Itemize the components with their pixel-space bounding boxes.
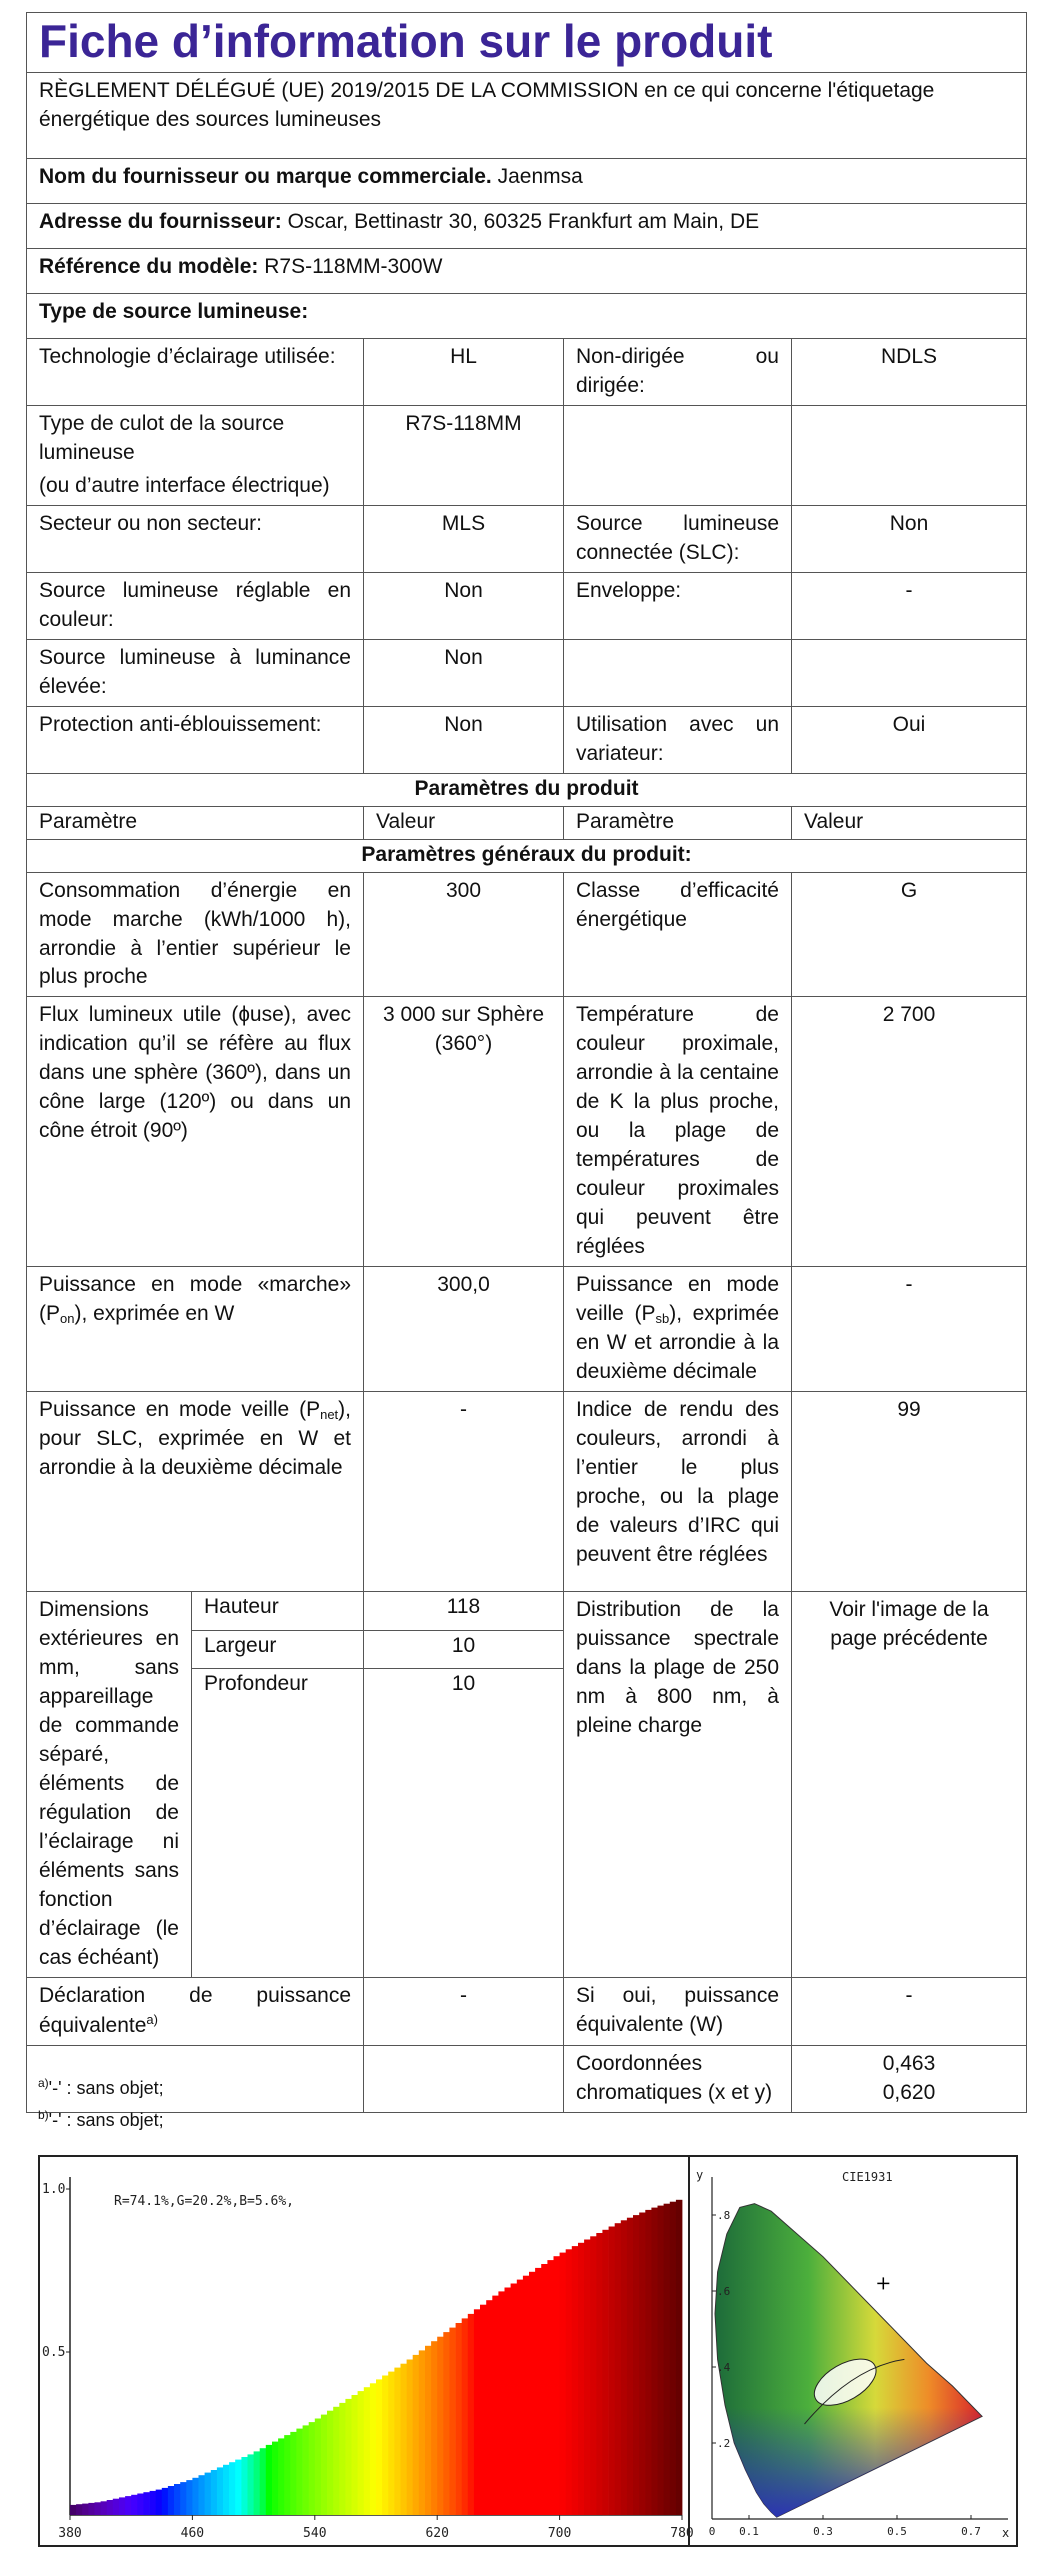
mains-value: MLS	[364, 505, 564, 572]
spectrum-bar	[82, 2504, 89, 2515]
cie-gamut-blue-shade	[715, 2204, 982, 2518]
footnotes	[38, 2073, 164, 2136]
spectrum-bar	[670, 2202, 677, 2515]
general-parameters-heading: Paramètres généraux du produit:	[27, 839, 1027, 872]
footnote-b: $^{b)}$'-' : sans objet;	[38, 2107, 164, 2130]
luminous-flux-label: Flux lumineux utile (ɸuse), avec indication qu’il se réfère au flux dans une sphère (360º), dans un cône large (120º) ou dans un cône étroit (90º)	[27, 997, 364, 1267]
spectrum-bar	[248, 2454, 255, 2515]
spectrum-bar	[217, 2467, 224, 2515]
spectrum-x-tick-label: 780	[670, 2526, 694, 2541]
consumption-label: Consommation d’énergie en mode marche (kWh/1000 h), arrondie à l’entier supérieur le plus proche	[27, 872, 364, 997]
spectrum-bar	[498, 2291, 505, 2515]
address-value: Oscar, Bettinastr 30, 60325 Frankfurt am Main, DE	[287, 209, 760, 233]
page-title: Fiche d’information sur le produit	[27, 13, 1027, 73]
networked-standby-value: -	[364, 1392, 564, 1592]
header-param: Paramètre	[27, 806, 364, 839]
height-label: Hauteur	[192, 1592, 364, 1630]
cie-x-tick-label: 0.3	[813, 2525, 833, 2538]
spectrum-bar	[339, 2403, 346, 2515]
cap-value: R7S-118MM	[364, 405, 564, 505]
dimmable-value: Oui	[792, 706, 1027, 773]
spectrum-bar	[137, 2494, 144, 2516]
standby-power-label: Puissance en mode veille $(P_{sb})$, exprimée en W et arrondie à la deuxième décimale	[564, 1267, 792, 1392]
spectrum-bar	[125, 2496, 132, 2515]
standby-power-value: -	[792, 1267, 1027, 1392]
regulation-text: RÈGLEMENT DÉLÉGUÉ (UE) 2019/2015 DE LA COMMISSION en ce qui concerne l'étiquetage énergétique des sources lumineuses	[27, 72, 1027, 158]
spectrum-bar	[658, 2206, 665, 2515]
spectrum-bar	[180, 2482, 187, 2515]
spectral-distribution-value: Voir l'image de la page précédente	[792, 1592, 1027, 1978]
cie-y-tick-label: .6	[717, 2285, 731, 2298]
spectrum-y-tick-label: 1.0	[42, 2182, 66, 2197]
charts-panel	[38, 2155, 1018, 2547]
spectrum-bar	[419, 2350, 426, 2515]
high-luminance-value: Non	[364, 639, 564, 706]
spectrum-bar	[523, 2276, 530, 2515]
colour-temperature-label: Température de couleur proximale, arrondie à la centaine de K la plus proche, ou la plage de températures de couleur proximales qui peuvent être réglées	[564, 997, 792, 1267]
envelope-label: Enveloppe:	[564, 572, 792, 639]
empty-cell	[564, 405, 792, 505]
spectrum-bar	[407, 2360, 414, 2516]
spectrum-bar	[70, 2505, 77, 2515]
spectrum-bar	[462, 2318, 469, 2515]
dimensions-label: Dimensions extérieures en mm, sans appareillage de commande séparé, éléments de régulation de l’éclairage ni éléments sans fonction d’éclairage (le cas échéant)	[27, 1592, 192, 1978]
spectrum-bar	[266, 2445, 273, 2515]
cie-x-tick-label: 0.1	[739, 2525, 759, 2538]
spectrum-bar	[168, 2486, 175, 2515]
chromaticity-label: Coordonnées chromatiques (x et y)	[564, 2045, 792, 2112]
spectrum-bar	[529, 2272, 536, 2515]
address-row	[27, 203, 1027, 248]
efficiency-class-value: G	[792, 872, 1027, 997]
spectrum-bar	[254, 2451, 261, 2515]
cap-label-main: Type de culot de la source lumineuse	[39, 411, 285, 464]
spectrum-bar	[205, 2473, 212, 2515]
address-label: Adresse du fournisseur:	[39, 209, 282, 233]
consumption-value: 300	[364, 872, 564, 997]
spectrum-bar	[352, 2395, 359, 2515]
tech-value: HL	[364, 338, 564, 405]
spectrum-bar	[511, 2284, 517, 2516]
spectrum-bar	[321, 2415, 328, 2515]
anti-glare-label: Protection anti-éblouissement:	[27, 706, 364, 773]
connected-label: Source lumineuse connectée (SLC):	[564, 505, 792, 572]
spectrum-bar	[235, 2460, 242, 2515]
spectrum-bar	[627, 2218, 634, 2515]
spectrum-bar	[486, 2300, 493, 2515]
spectrum-bar	[260, 2448, 267, 2515]
spectrum-bar	[296, 2429, 303, 2515]
width-value: 10	[364, 1630, 564, 1668]
light-source-type-heading: Type de source lumineuse:	[27, 293, 1027, 338]
spectrum-bar	[609, 2227, 616, 2516]
spectrum-y-tick-label: 0.5	[42, 2345, 66, 2360]
spectrum-bar	[480, 2305, 487, 2515]
spectrum-bar	[535, 2268, 542, 2515]
luminous-flux-value: 3 000 sur Sphère (360°)	[364, 997, 564, 1267]
spectrum-bar	[388, 2372, 395, 2515]
supplier-row	[27, 158, 1027, 203]
footnote-a: $^{a)}$'-' : sans objet;	[38, 2076, 164, 2098]
spectrum-x-tick-label: 700	[547, 2526, 572, 2541]
spectrum-bar	[449, 2328, 456, 2515]
spectrum-x-tick-label: 460	[180, 2526, 205, 2541]
spectrum-bar	[443, 2332, 450, 2515]
empty-cell	[792, 405, 1027, 505]
empty-cell	[364, 2045, 564, 2112]
spectrum-bar	[590, 2236, 597, 2515]
spectrum-bar	[131, 2495, 138, 2515]
chromaticity-x: 0,463	[882, 2051, 936, 2075]
spectrum-bar	[113, 2499, 120, 2515]
cie-y-axis-label: y	[696, 2168, 704, 2182]
spectrum-bar	[315, 2419, 322, 2516]
mains-label: Secteur ou non secteur:	[27, 505, 364, 572]
spectrum-bar	[174, 2484, 181, 2515]
spectrum-bar	[492, 2296, 499, 2515]
anti-glare-value: Non	[364, 706, 564, 773]
spectrum-bar	[596, 2233, 603, 2515]
envelope-value: -	[792, 572, 1027, 639]
spectrum-bar	[676, 2200, 683, 2515]
model-row	[27, 248, 1027, 293]
spectrum-bar	[333, 2407, 340, 2515]
spectrum-bar	[431, 2341, 438, 2515]
spectrum-chart	[40, 2157, 694, 2545]
header-value: Valeur	[364, 806, 564, 839]
on-mode-power-label: Puissance en mode «marche» $(P_{on})$, exprimée en W	[27, 1267, 364, 1392]
spectrum-bar	[186, 2480, 193, 2515]
model-label: Référence du modèle:	[39, 254, 259, 278]
cie-gamut	[715, 2204, 982, 2518]
spectrum-bar	[437, 2337, 444, 2515]
spectrum-bar	[639, 2213, 646, 2516]
spectrum-bar	[303, 2425, 310, 2515]
spectrum-bar	[651, 2208, 658, 2515]
depth-value: 10	[364, 1668, 564, 1977]
spectrum-bar	[468, 2314, 475, 2515]
spectrum-bar	[541, 2264, 548, 2515]
height-value: 118	[364, 1592, 564, 1630]
spectrum-bar	[664, 2204, 671, 2515]
header-value-2: Valeur	[792, 806, 1027, 839]
empty-cell	[792, 639, 1027, 706]
equivalent-watts-label: Si oui, puissance équivalente (W)	[564, 1977, 792, 2045]
colour-tunable-value: Non	[364, 572, 564, 639]
cie-x-axis-label: x	[1002, 2526, 1010, 2540]
spectrum-bar	[505, 2288, 512, 2516]
chromaticity-value	[792, 2045, 1027, 2112]
equivalent-power-label: Déclaration de puissance équivalente$^{a)}$	[27, 1977, 364, 2045]
equivalent-power-value: -	[364, 1977, 564, 2045]
cie-title: CIE1931	[842, 2170, 893, 2184]
supplier-label: Nom du fournisseur ou marque commerciale.	[39, 164, 492, 188]
spectrum-bar	[143, 2492, 150, 2515]
empty-cell	[564, 639, 792, 706]
cie-x-tick-label: 0	[708, 2525, 716, 2538]
spectrum-bar	[278, 2438, 285, 2515]
cap-label-sub: (ou d’autre interface électrique)	[39, 473, 330, 497]
spectral-distribution-label: Distribution de la puissance spectrale dans la plage de 250 nm à 800 nm, à pleine charge	[564, 1592, 792, 1978]
spectrum-bar	[401, 2364, 408, 2515]
spectrum-bar	[584, 2240, 591, 2516]
spectrum-bar	[229, 2462, 236, 2515]
header-param-2: Paramètre	[564, 806, 792, 839]
spectrum-bar	[290, 2432, 297, 2515]
cap-label	[27, 405, 364, 505]
spectrum-x-tick-label: 380	[58, 2526, 82, 2541]
spectrum-bar	[156, 2490, 163, 2515]
networked-standby-label: Puissance en mode veille $(P_{net})$, pour SLC, exprimée en W et arrondie à la deuxième décimale	[27, 1392, 364, 1592]
cie-chart	[690, 2157, 1016, 2545]
spectrum-bar	[192, 2478, 199, 2515]
spectrum-bar	[88, 2503, 95, 2515]
spectrum-bar	[119, 2497, 126, 2515]
spectrum-svg	[40, 2157, 694, 2545]
spectrum-bar	[370, 2383, 377, 2515]
spectrum-bar	[645, 2210, 652, 2515]
spectrum-bar	[413, 2355, 420, 2515]
spectrum-bar	[364, 2387, 371, 2515]
spectrum-bar	[223, 2465, 230, 2515]
spectrum-x-tick-label: 540	[303, 2526, 327, 2541]
tech-label: Technologie d’éclairage utilisée:	[27, 338, 364, 405]
directional-value: NDLS	[792, 338, 1027, 405]
product-table	[26, 12, 1027, 2113]
spectrum-bar	[211, 2470, 218, 2515]
cie-y-tick-label: .2	[717, 2437, 731, 2450]
depth-label: Profondeur	[192, 1668, 364, 1977]
supplier-value: Jaenmsa	[497, 164, 583, 188]
connected-value: Non	[792, 505, 1027, 572]
spectrum-bar	[358, 2391, 365, 2515]
spectrum-bar	[615, 2223, 622, 2515]
product-parameters-heading: Paramètres du produit	[27, 773, 1027, 806]
spectrum-bar	[602, 2230, 609, 2515]
spectrum-bar	[547, 2260, 554, 2515]
spectrum-bar	[572, 2246, 579, 2515]
spectrum-bar	[394, 2368, 401, 2515]
equivalent-watts-value: -	[792, 1977, 1027, 2045]
spectrum-bar	[101, 2501, 108, 2515]
spectrum-bar	[150, 2491, 157, 2515]
spectrum-bar	[474, 2309, 481, 2515]
spectrum-bar	[284, 2435, 291, 2515]
spectrum-bar	[425, 2346, 432, 2515]
spectrum-bar	[633, 2215, 640, 2515]
on-mode-power-value: 300,0	[364, 1267, 564, 1392]
directional-label: Non-dirigée ou dirigée:	[564, 338, 792, 405]
model-value: R7S-118MM-300W	[264, 254, 443, 278]
high-luminance-label: Source lumineuse à luminance élevée:	[27, 639, 364, 706]
spectrum-bar	[554, 2256, 561, 2515]
cie-y-tick-label: .8	[717, 2209, 731, 2222]
spectrum-bar	[95, 2502, 102, 2515]
chromaticity-y: 0,620	[882, 2080, 936, 2104]
spectrum-bars	[70, 2200, 682, 2515]
spectrum-bar	[272, 2442, 279, 2515]
spectrum-bar	[241, 2457, 248, 2515]
spectrum-bar	[327, 2411, 334, 2515]
spectrum-bar	[566, 2249, 573, 2515]
product-information-sheet	[26, 12, 1026, 2113]
spectrum-bar	[560, 2253, 567, 2515]
cie-x-tick-label: 0.7	[961, 2525, 981, 2538]
efficiency-class-label: Classe d’efficacité énergétique	[564, 872, 792, 997]
cie-svg	[690, 2157, 1016, 2545]
cie-x-tick-label: 0.5	[887, 2525, 907, 2538]
width-label: Largeur	[192, 1630, 364, 1668]
spectrum-bar	[578, 2243, 585, 2515]
spectrum-bar	[621, 2220, 628, 2515]
spectrum-bar	[309, 2422, 316, 2515]
cri-label: Indice de rendu des couleurs, arrondi à l’entier le plus proche, ou la plage de valeurs d’IRC qui peuvent être réglées	[564, 1392, 792, 1592]
dimmable-label: Utilisation avec un variateur:	[564, 706, 792, 773]
spectrum-bar	[199, 2475, 206, 2515]
spectrum-bar	[376, 2379, 383, 2515]
colour-tunable-label: Source lumineuse réglable en couleur:	[27, 572, 364, 639]
cri-value: 99	[792, 1392, 1027, 1592]
spectrum-bar	[76, 2504, 83, 2515]
spectrum-bar	[162, 2488, 169, 2515]
spectrum-bar	[517, 2280, 524, 2515]
spectrum-bar	[345, 2399, 352, 2515]
spectrum-bar	[456, 2323, 463, 2515]
colour-temperature-value: 2 700	[792, 997, 1027, 1267]
spectrum-bar	[107, 2500, 114, 2515]
spectrum-x-tick-label: 620	[425, 2526, 449, 2541]
rgb-annotation: R=74.1%,G=20.2%,B=5.6%,	[114, 2194, 295, 2209]
cie-y-tick-label: .4	[717, 2361, 731, 2374]
spectrum-bar	[382, 2376, 389, 2516]
